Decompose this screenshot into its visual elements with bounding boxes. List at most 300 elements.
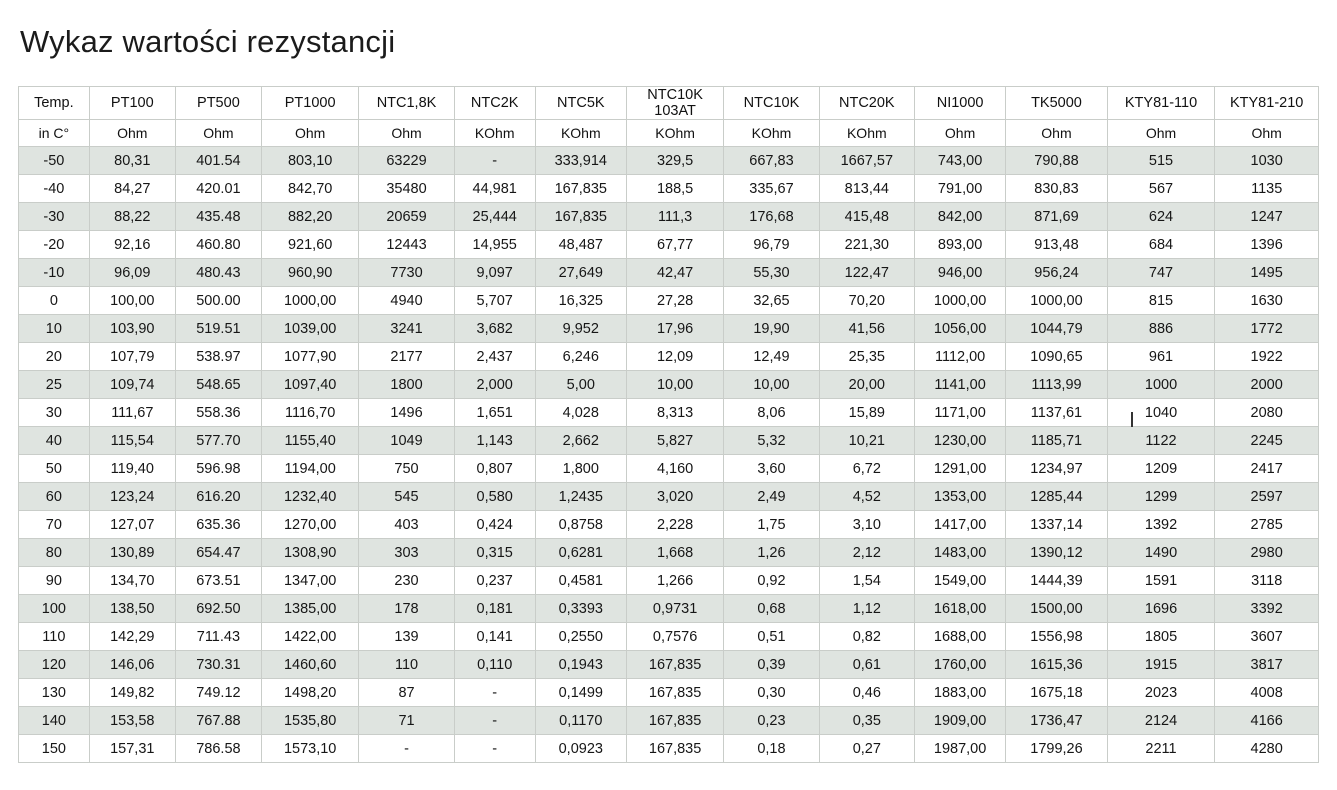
table-row: [19, 707, 1319, 735]
table-header: [19, 87, 1319, 147]
cell-value: 1535,80: [261, 707, 358, 735]
cell-value: 3,682: [454, 315, 535, 343]
cell-value: 1347,00: [261, 567, 358, 595]
cell-value: 1915: [1107, 651, 1215, 679]
cell-value: 5,707: [454, 287, 535, 315]
cell-value: 1799,26: [1006, 735, 1107, 763]
column-header-ntc2k: NTC2K: [454, 87, 535, 120]
cell-value: -: [454, 147, 535, 175]
column-header-kty81-110: KTY81-110: [1107, 87, 1215, 120]
cell-value: 403: [359, 511, 454, 539]
cell-value: 1230,00: [914, 427, 1005, 455]
cell-value: 1,668: [626, 539, 723, 567]
cell-value: 41,56: [819, 315, 914, 343]
cell-value: 167,835: [626, 651, 723, 679]
table-row: [19, 623, 1319, 651]
table-row: [19, 343, 1319, 371]
cell-value: 1044,79: [1006, 315, 1107, 343]
cell-value: 35480: [359, 175, 454, 203]
cell-value: 1667,57: [819, 147, 914, 175]
cell-value: 0,807: [454, 455, 535, 483]
cell-value: 1141,00: [914, 371, 1005, 399]
cell-temperature: 80: [19, 539, 90, 567]
table-row: [19, 259, 1319, 287]
cell-value: 96,79: [724, 231, 819, 259]
table-row: [19, 735, 1319, 763]
cell-value: 558.36: [175, 399, 261, 427]
cell-value: 1805: [1107, 623, 1215, 651]
cell-value: 401.54: [175, 147, 261, 175]
cell-value: 107,79: [89, 343, 175, 371]
cell-temperature: 130: [19, 679, 90, 707]
cell-value: 2417: [1215, 455, 1319, 483]
cell-value: 1000,00: [914, 287, 1005, 315]
cell-value: 92,16: [89, 231, 175, 259]
column-unit-1: Ohm: [89, 120, 175, 147]
cell-value: 1299: [1107, 483, 1215, 511]
cell-value: 1498,20: [261, 679, 358, 707]
cell-value: 167,835: [626, 735, 723, 763]
cell-value: 2,228: [626, 511, 723, 539]
table-row: [19, 539, 1319, 567]
cell-value: 157,31: [89, 735, 175, 763]
cell-value: 767.88: [175, 707, 261, 735]
column-header-ntc10k: NTC10K: [724, 87, 819, 120]
table-row: [19, 147, 1319, 175]
cell-value: 1353,00: [914, 483, 1005, 511]
table-row: [19, 483, 1319, 511]
cell-value: 1090,65: [1006, 343, 1107, 371]
column-header-ntc1-8k: NTC1,8K: [359, 87, 454, 120]
cell-value: 19,90: [724, 315, 819, 343]
cell-value: 1308,90: [261, 539, 358, 567]
cell-value: 667,83: [724, 147, 819, 175]
cell-value: 1696: [1107, 595, 1215, 623]
cell-value: 538.97: [175, 343, 261, 371]
cell-value: 71: [359, 707, 454, 735]
cell-temperature: -20: [19, 231, 90, 259]
cell-value: 303: [359, 539, 454, 567]
cell-temperature: 50: [19, 455, 90, 483]
cell-value: 87: [359, 679, 454, 707]
cell-value: 673.51: [175, 567, 261, 595]
column-header-ntc10k-103at: NTC10K 103AT: [626, 87, 723, 120]
cell-value: 3241: [359, 315, 454, 343]
cell-value: 1417,00: [914, 511, 1005, 539]
cell-value: -: [359, 735, 454, 763]
column-unit-3: Ohm: [261, 120, 358, 147]
table-row: [19, 679, 1319, 707]
cell-value: 654.47: [175, 539, 261, 567]
page-title: Wykaz wartości rezystancji: [20, 24, 396, 59]
cell-value: 0,8758: [535, 511, 626, 539]
column-unit-2: Ohm: [175, 120, 261, 147]
cell-value: 1234,97: [1006, 455, 1107, 483]
cell-value: 6,246: [535, 343, 626, 371]
cell-value: 48,487: [535, 231, 626, 259]
cell-temperature: -50: [19, 147, 90, 175]
resistance-values-table: [18, 86, 1319, 763]
table-row: [19, 651, 1319, 679]
cell-value: 115,54: [89, 427, 175, 455]
cell-value: 16,325: [535, 287, 626, 315]
cell-value: 176,68: [724, 203, 819, 231]
cell-value: 4940: [359, 287, 454, 315]
cell-value: 17,96: [626, 315, 723, 343]
cell-value: 0,110: [454, 651, 535, 679]
cell-value: 0,3393: [535, 595, 626, 623]
cell-value: 14,955: [454, 231, 535, 259]
cell-temperature: -40: [19, 175, 90, 203]
cell-value: 3118: [1215, 567, 1319, 595]
cell-temperature: 110: [19, 623, 90, 651]
cell-value: 0,82: [819, 623, 914, 651]
cell-value: 1194,00: [261, 455, 358, 483]
cell-value: 119,40: [89, 455, 175, 483]
cell-temperature: 30: [19, 399, 90, 427]
cell-value: 96,09: [89, 259, 175, 287]
column-header-pt1000: PT1000: [261, 87, 358, 120]
cell-value: 1615,36: [1006, 651, 1107, 679]
cell-temperature: 70: [19, 511, 90, 539]
cell-value: 167,835: [626, 679, 723, 707]
cell-value: 2,437: [454, 343, 535, 371]
column-header-ntc5k: NTC5K: [535, 87, 626, 120]
cell-value: 335,67: [724, 175, 819, 203]
cell-value: 956,24: [1006, 259, 1107, 287]
cell-value: 139: [359, 623, 454, 651]
cell-value: 791,00: [914, 175, 1005, 203]
cell-value: 1116,70: [261, 399, 358, 427]
cell-value: 1883,00: [914, 679, 1005, 707]
cell-value: 2597: [1215, 483, 1319, 511]
cell-value: 2,12: [819, 539, 914, 567]
cell-value: 1,266: [626, 567, 723, 595]
cell-value: 4,160: [626, 455, 723, 483]
cell-value: 1422,00: [261, 623, 358, 651]
cell-value: 1135: [1215, 175, 1319, 203]
cell-value: 2785: [1215, 511, 1319, 539]
cell-value: 1,800: [535, 455, 626, 483]
table-row: [19, 399, 1319, 427]
table-row: [19, 287, 1319, 315]
cell-value: 1675,18: [1006, 679, 1107, 707]
cell-value: 1736,47: [1006, 707, 1107, 735]
cell-value: 8,06: [724, 399, 819, 427]
cell-value: 684: [1107, 231, 1215, 259]
column-header-ni1000: NI1000: [914, 87, 1005, 120]
cell-value: 2,000: [454, 371, 535, 399]
cell-value: 1185,71: [1006, 427, 1107, 455]
cell-value: 20,00: [819, 371, 914, 399]
cell-value: 1500,00: [1006, 595, 1107, 623]
cell-value: 545: [359, 483, 454, 511]
cell-value: 1285,44: [1006, 483, 1107, 511]
header-row-names: [19, 87, 1319, 120]
cell-value: 2245: [1215, 427, 1319, 455]
cell-value: 12,09: [626, 343, 723, 371]
cell-value: 1000,00: [261, 287, 358, 315]
cell-value: 188,5: [626, 175, 723, 203]
column-unit-4: Ohm: [359, 120, 454, 147]
cell-value: 1209: [1107, 455, 1215, 483]
cell-value: 1,54: [819, 567, 914, 595]
cell-value: 167,835: [535, 175, 626, 203]
column-unit-7: KOhm: [626, 120, 723, 147]
cell-value: 1270,00: [261, 511, 358, 539]
cell-value: 27,28: [626, 287, 723, 315]
cell-value: 0,580: [454, 483, 535, 511]
cell-value: -: [454, 707, 535, 735]
cell-value: 221,30: [819, 231, 914, 259]
cell-value: 1077,90: [261, 343, 358, 371]
cell-value: 1,2435: [535, 483, 626, 511]
cell-value: 0,68: [724, 595, 819, 623]
cell-value: 815: [1107, 287, 1215, 315]
cell-value: 178: [359, 595, 454, 623]
cell-value: 2124: [1107, 707, 1215, 735]
cell-value: 0,6281: [535, 539, 626, 567]
cell-value: 149,82: [89, 679, 175, 707]
cell-value: 1113,99: [1006, 371, 1107, 399]
cell-value: 10,21: [819, 427, 914, 455]
cell-value: 842,00: [914, 203, 1005, 231]
cell-value: 1040: [1107, 399, 1215, 427]
cell-value: 2,49: [724, 483, 819, 511]
cell-value: 1137,61: [1006, 399, 1107, 427]
cell-value: 103,90: [89, 315, 175, 343]
cell-temperature: 90: [19, 567, 90, 595]
cell-value: 3817: [1215, 651, 1319, 679]
cell-value: 0,46: [819, 679, 914, 707]
cell-value: 882,20: [261, 203, 358, 231]
cell-value: 127,07: [89, 511, 175, 539]
cell-value: 1,75: [724, 511, 819, 539]
column-unit-0: in C°: [19, 120, 90, 147]
cell-value: 435.48: [175, 203, 261, 231]
cell-value: 25,444: [454, 203, 535, 231]
cell-temperature: 120: [19, 651, 90, 679]
column-unit-12: Ohm: [1107, 120, 1215, 147]
cell-value: 1155,40: [261, 427, 358, 455]
cell-value: 80,31: [89, 147, 175, 175]
table-row: [19, 231, 1319, 259]
column-header-pt500: PT500: [175, 87, 261, 120]
cell-value: 12443: [359, 231, 454, 259]
cell-value: 138,50: [89, 595, 175, 623]
cell-value: 10,00: [626, 371, 723, 399]
cell-value: 1122: [1107, 427, 1215, 455]
cell-value: 460.80: [175, 231, 261, 259]
cell-value: 616.20: [175, 483, 261, 511]
cell-value: 893,00: [914, 231, 1005, 259]
cell-temperature: 60: [19, 483, 90, 511]
cell-value: 2080: [1215, 399, 1319, 427]
cell-value: 122,47: [819, 259, 914, 287]
cell-value: 921,60: [261, 231, 358, 259]
cell-value: 577.70: [175, 427, 261, 455]
cell-value: 913,48: [1006, 231, 1107, 259]
cell-value: 3,020: [626, 483, 723, 511]
text-cursor: [1131, 412, 1133, 427]
cell-value: 42,47: [626, 259, 723, 287]
cell-value: 4,028: [535, 399, 626, 427]
cell-value: 0,1170: [535, 707, 626, 735]
cell-value: 1444,39: [1006, 567, 1107, 595]
cell-value: 1232,40: [261, 483, 358, 511]
cell-value: 711.43: [175, 623, 261, 651]
cell-value: 420.01: [175, 175, 261, 203]
cell-value: 0,237: [454, 567, 535, 595]
cell-value: 167,835: [535, 203, 626, 231]
cell-value: 750: [359, 455, 454, 483]
column-header-kty81-210: KTY81-210: [1215, 87, 1319, 120]
table-row: [19, 455, 1319, 483]
cell-value: 1,143: [454, 427, 535, 455]
cell-value: 1030: [1215, 147, 1319, 175]
cell-value: 1247: [1215, 203, 1319, 231]
cell-value: 1772: [1215, 315, 1319, 343]
table-body: [19, 147, 1319, 763]
cell-value: 2000: [1215, 371, 1319, 399]
cell-value: 1385,00: [261, 595, 358, 623]
cell-value: 9,097: [454, 259, 535, 287]
cell-value: 803,10: [261, 147, 358, 175]
cell-value: 3,10: [819, 511, 914, 539]
cell-value: 110: [359, 651, 454, 679]
cell-value: -: [454, 735, 535, 763]
table-row: [19, 595, 1319, 623]
cell-value: 730.31: [175, 651, 261, 679]
cell-temperature: 100: [19, 595, 90, 623]
cell-value: 0,1499: [535, 679, 626, 707]
cell-value: 25,35: [819, 343, 914, 371]
cell-value: 153,58: [89, 707, 175, 735]
cell-value: 946,00: [914, 259, 1005, 287]
cell-value: 1800: [359, 371, 454, 399]
cell-value: 1112,00: [914, 343, 1005, 371]
cell-value: 0,61: [819, 651, 914, 679]
cell-value: 1000: [1107, 371, 1215, 399]
cell-value: 692.50: [175, 595, 261, 623]
cell-value: 2211: [1107, 735, 1215, 763]
cell-value: 329,5: [626, 147, 723, 175]
cell-value: 0,9731: [626, 595, 723, 623]
cell-value: 0,30: [724, 679, 819, 707]
cell-temperature: 10: [19, 315, 90, 343]
cell-value: 886: [1107, 315, 1215, 343]
cell-value: 4,52: [819, 483, 914, 511]
cell-value: 749.12: [175, 679, 261, 707]
cell-value: 1549,00: [914, 567, 1005, 595]
cell-value: 624: [1107, 203, 1215, 231]
cell-value: 0,7576: [626, 623, 723, 651]
cell-value: 515: [1107, 147, 1215, 175]
column-header-ntc20k: NTC20K: [819, 87, 914, 120]
table-row: [19, 315, 1319, 343]
cell-value: 1000,00: [1006, 287, 1107, 315]
cell-value: 1909,00: [914, 707, 1005, 735]
cell-value: 1039,00: [261, 315, 358, 343]
cell-value: 0,181: [454, 595, 535, 623]
cell-value: 100,00: [89, 287, 175, 315]
cell-temperature: -30: [19, 203, 90, 231]
cell-value: 743,00: [914, 147, 1005, 175]
cell-value: 63229: [359, 147, 454, 175]
table-row: [19, 371, 1319, 399]
table-row: [19, 511, 1319, 539]
column-header-pt100: PT100: [89, 87, 175, 120]
cell-value: 1171,00: [914, 399, 1005, 427]
cell-value: 0,141: [454, 623, 535, 651]
cell-value: 0,315: [454, 539, 535, 567]
cell-value: 1688,00: [914, 623, 1005, 651]
cell-value: 0,23: [724, 707, 819, 735]
cell-value: 142,29: [89, 623, 175, 651]
cell-value: 1049: [359, 427, 454, 455]
cell-value: 20659: [359, 203, 454, 231]
cell-value: 230: [359, 567, 454, 595]
column-unit-8: KOhm: [724, 120, 819, 147]
cell-temperature: 140: [19, 707, 90, 735]
table-row: [19, 427, 1319, 455]
cell-value: 0,1943: [535, 651, 626, 679]
cell-value: 3,60: [724, 455, 819, 483]
cell-value: 0,27: [819, 735, 914, 763]
cell-value: 2,662: [535, 427, 626, 455]
cell-value: 1630: [1215, 287, 1319, 315]
cell-value: 123,24: [89, 483, 175, 511]
cell-value: 2023: [1107, 679, 1215, 707]
cell-value: 961: [1107, 343, 1215, 371]
table-row: [19, 175, 1319, 203]
cell-value: 0,51: [724, 623, 819, 651]
cell-value: 0,2550: [535, 623, 626, 651]
cell-value: 1056,00: [914, 315, 1005, 343]
cell-value: 109,74: [89, 371, 175, 399]
cell-value: 2177: [359, 343, 454, 371]
cell-value: 0,35: [819, 707, 914, 735]
cell-value: 70,20: [819, 287, 914, 315]
cell-value: 32,65: [724, 287, 819, 315]
cell-value: 1496: [359, 399, 454, 427]
cell-value: 1,26: [724, 539, 819, 567]
cell-value: 7730: [359, 259, 454, 287]
cell-value: 3607: [1215, 623, 1319, 651]
cell-value: 415,48: [819, 203, 914, 231]
cell-value: 1097,40: [261, 371, 358, 399]
cell-temperature: 0: [19, 287, 90, 315]
cell-value: 830,83: [1006, 175, 1107, 203]
cell-value: 842,70: [261, 175, 358, 203]
cell-value: 500.00: [175, 287, 261, 315]
cell-value: 0,92: [724, 567, 819, 595]
cell-value: 1483,00: [914, 539, 1005, 567]
cell-value: 1,651: [454, 399, 535, 427]
column-unit-6: KOhm: [535, 120, 626, 147]
column-unit-10: Ohm: [914, 120, 1005, 147]
cell-value: 44,981: [454, 175, 535, 203]
cell-value: 1337,14: [1006, 511, 1107, 539]
cell-value: 15,89: [819, 399, 914, 427]
cell-value: 786.58: [175, 735, 261, 763]
cell-value: 134,70: [89, 567, 175, 595]
cell-temperature: 150: [19, 735, 90, 763]
cell-temperature: 40: [19, 427, 90, 455]
cell-value: 1556,98: [1006, 623, 1107, 651]
cell-value: 790,88: [1006, 147, 1107, 175]
cell-value: 635.36: [175, 511, 261, 539]
